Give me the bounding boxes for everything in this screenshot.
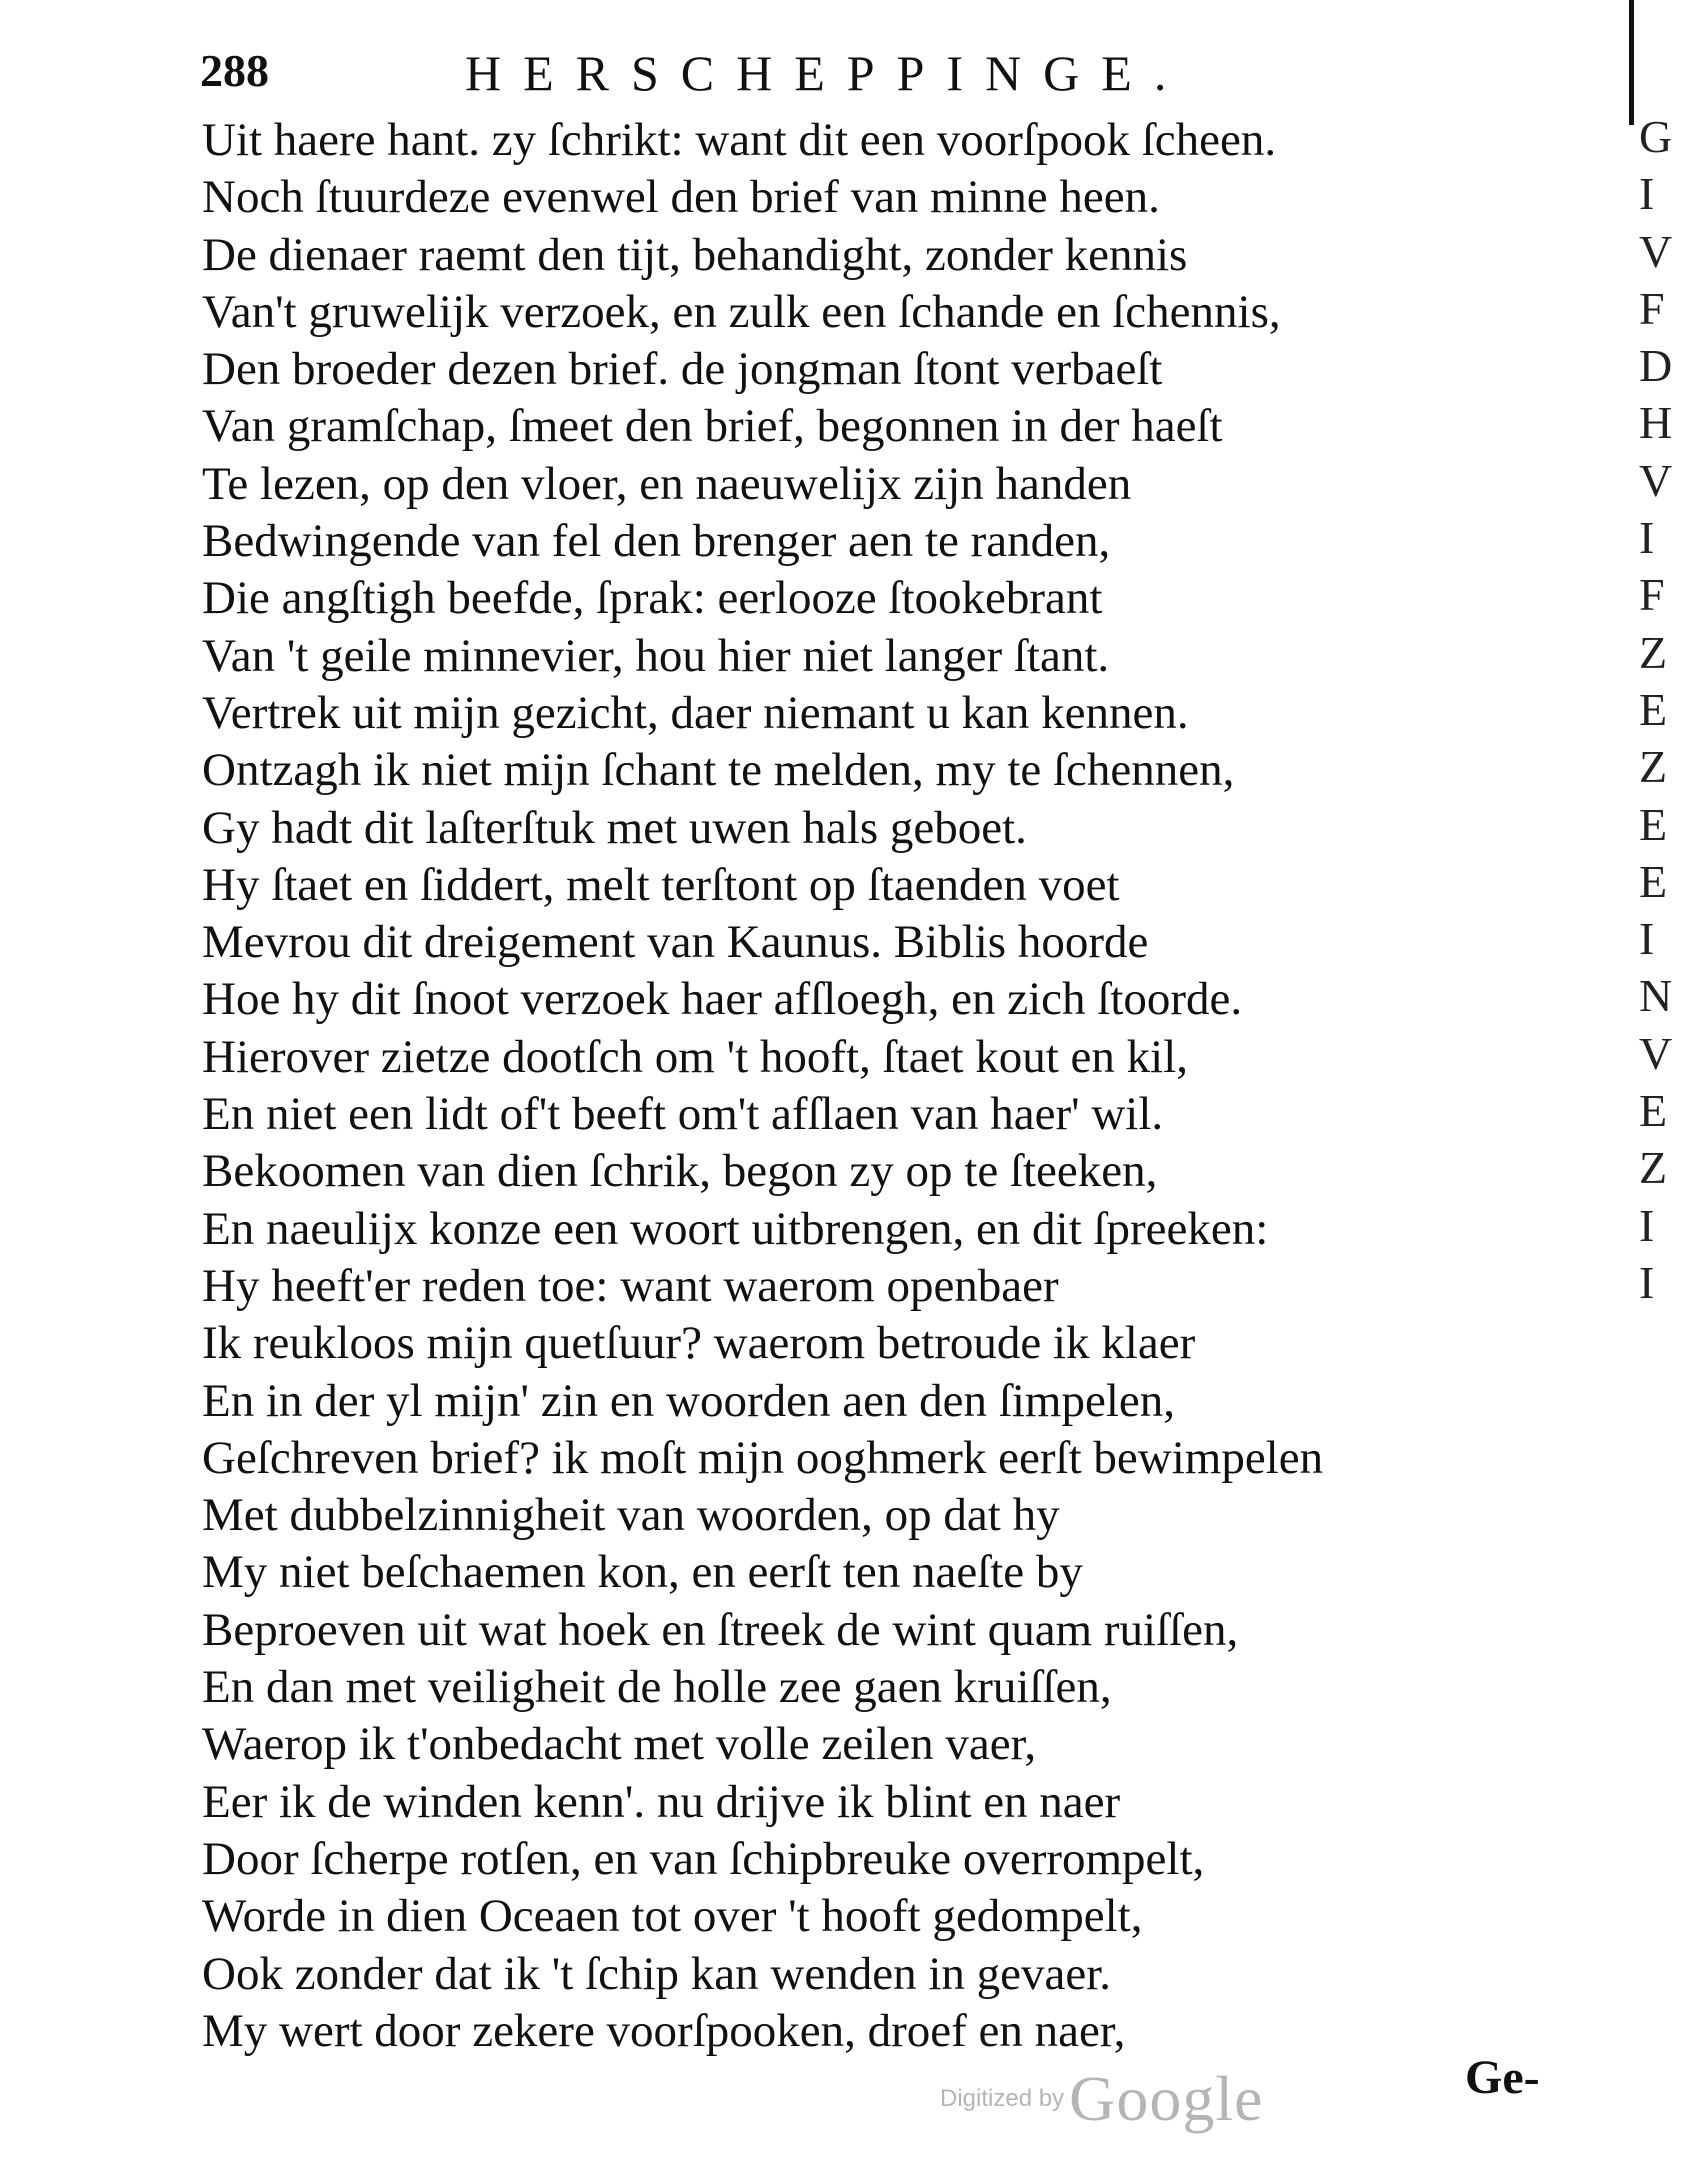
watermark-logo: Google (1069, 2063, 1264, 2134)
edge-letter: E (1639, 855, 1668, 907)
edge-letter: F (1639, 282, 1665, 334)
edge-letter: E (1639, 683, 1668, 735)
verse-line: De dienaer raemt den tijt, behandight, zonder kennis (202, 228, 1188, 281)
verse-line: Vertrek uit mijn gezicht, daer niemant u kan kennen. (202, 686, 1189, 739)
verse-line: Waerop ik t'onbedacht met volle zeilen vaer, (202, 1718, 1037, 1771)
page-edge-mark (1629, 0, 1634, 125)
page-number: 288 (200, 45, 269, 96)
verse-line: Bekoomen van dien ſchrik, begon zy op te ſteeken, (202, 1145, 1158, 1198)
verse-line: En naeulijx konze een woort uitbrengen, en dit ſpreeken: (202, 1202, 1269, 1255)
adjacent-page-edge (1621, 0, 1681, 2164)
edge-letter: Z (1639, 1142, 1668, 1194)
verse-line: Noch ſtuurdeze evenwel den brief van minne heen. (202, 171, 1160, 224)
edge-letter: N (1639, 970, 1673, 1022)
edge-letter: I (1639, 913, 1655, 965)
verse-line: Bedwingende van fel den brenger aen te randen, (202, 515, 1111, 568)
verse-line: Ontzagh ik niet mijn ſchant te melden, my te ſchennen, (202, 744, 1235, 797)
verse-line: Ook zonder dat ik 't ſchip kan wenden in gevaer. (202, 1947, 1112, 2000)
verse-line: My wert door zekere voorſpooken, droef en naer, (202, 2004, 1126, 2057)
running-title: HERSCHEPPINGE. (465, 45, 1189, 101)
edge-letter: E (1639, 798, 1668, 850)
watermark-prefix: Digitized by (940, 2085, 1065, 2112)
verse-line: En in der yl mijn' zin en woorden aen den ſimpelen, (202, 1374, 1176, 1427)
verse-line: Hierover zietze dootſch om 't hooft, ſtaet kout en kil, (202, 1030, 1189, 1083)
verse-line: Beproeven uit wat hoek en ſtreek de wint quam ruiſſen, (202, 1603, 1239, 1656)
verse-line: En dan met veiligheit de holle zee gaen kruiſſen, (202, 1661, 1112, 1714)
verse-line: Ik reukloos mijn quetſuur? waerom betroude ik klaer (202, 1317, 1196, 1370)
edge-letter: Z (1639, 741, 1668, 793)
edge-letter: V (1639, 454, 1673, 506)
edge-letter: I (1639, 168, 1655, 220)
verse-line: Mevrou dit dreigement van Kaunus. Biblis hoorde (202, 916, 1149, 969)
edge-letter: H (1639, 397, 1673, 449)
verse-line: Den broeder dezen brief. de jongman ſtont verbaeſt (202, 343, 1163, 396)
verse-line: Van't gruwelijk verzoek, en zulk een ſchande en ſchennis, (202, 285, 1281, 338)
verse-line: Die angſtigh beefde, ſprak: eerlooze ſtookebrant (202, 572, 1103, 625)
edge-letter: I (1639, 1199, 1655, 1251)
verse-text (202, 112, 1602, 2060)
edge-letter: F (1639, 569, 1665, 621)
edge-letter: D (1639, 340, 1673, 392)
adjacent-page-letters (1639, 108, 1672, 1311)
edge-letter: G (1639, 111, 1673, 162)
edge-letter: I (1639, 512, 1655, 564)
verse-line: Van gramſchap, ſmeet den brief, begonnen in der haeſt (202, 400, 1223, 453)
verse-line: Uit haere hant. zy ſchrikt: want dit een voorſpook ſcheen. (202, 114, 1277, 166)
catchword: Ge- (1465, 2051, 1540, 2104)
verse-line: Eer ik de winden kenn'. nu drijve ik blint en naer (202, 1775, 1121, 1828)
verse-line: Met dubbelzinnigheit van woorden, op dat hy (202, 1489, 1060, 1542)
edge-letter: E (1639, 1085, 1668, 1137)
edge-letter: Z (1639, 626, 1668, 678)
verse-line: Gy hadt dit laſterſtuk met uwen hals geboet. (202, 801, 1027, 854)
verse-line: Geſchreven brief? ik moſt mijn ooghmerk eerſt bewimpelen (202, 1431, 1324, 1484)
verse-line: Te lezen, op den vloer, en naeuwelijx zijn handen (202, 457, 1132, 510)
verse-line: Hy heeft'er reden toe: want waerom openbaer (202, 1259, 1059, 1312)
digitized-watermark (940, 2062, 1264, 2136)
verse-line: Worde in dien Oceaen tot over 't hooft gedompelt, (202, 1890, 1143, 1943)
verse-line: Van 't geile minnevier, hou hier niet langer ſtant. (202, 629, 1110, 682)
verse-line: En niet een lidt of't beeft om't afſlaen van haer' wil. (202, 1088, 1164, 1141)
edge-letter: V (1639, 225, 1673, 277)
edge-letter: I (1639, 1256, 1655, 1308)
verse-line: My niet beſchaemen kon, en eerſt ten naeſte by (202, 1546, 1083, 1599)
edge-letter: V (1639, 1027, 1673, 1079)
verse-line: Door ſcherpe rotſen, en van ſchipbreuke overrompelt, (202, 1832, 1205, 1885)
page-header (200, 44, 1340, 114)
verse-line: Hy ſtaet en ſiddert, melt terſtont op ſtaenden voet (202, 858, 1120, 911)
verse-line: Hoe hy dit ſnoot verzoek haer afſloegh, en zich ſtoorde. (202, 973, 1243, 1026)
